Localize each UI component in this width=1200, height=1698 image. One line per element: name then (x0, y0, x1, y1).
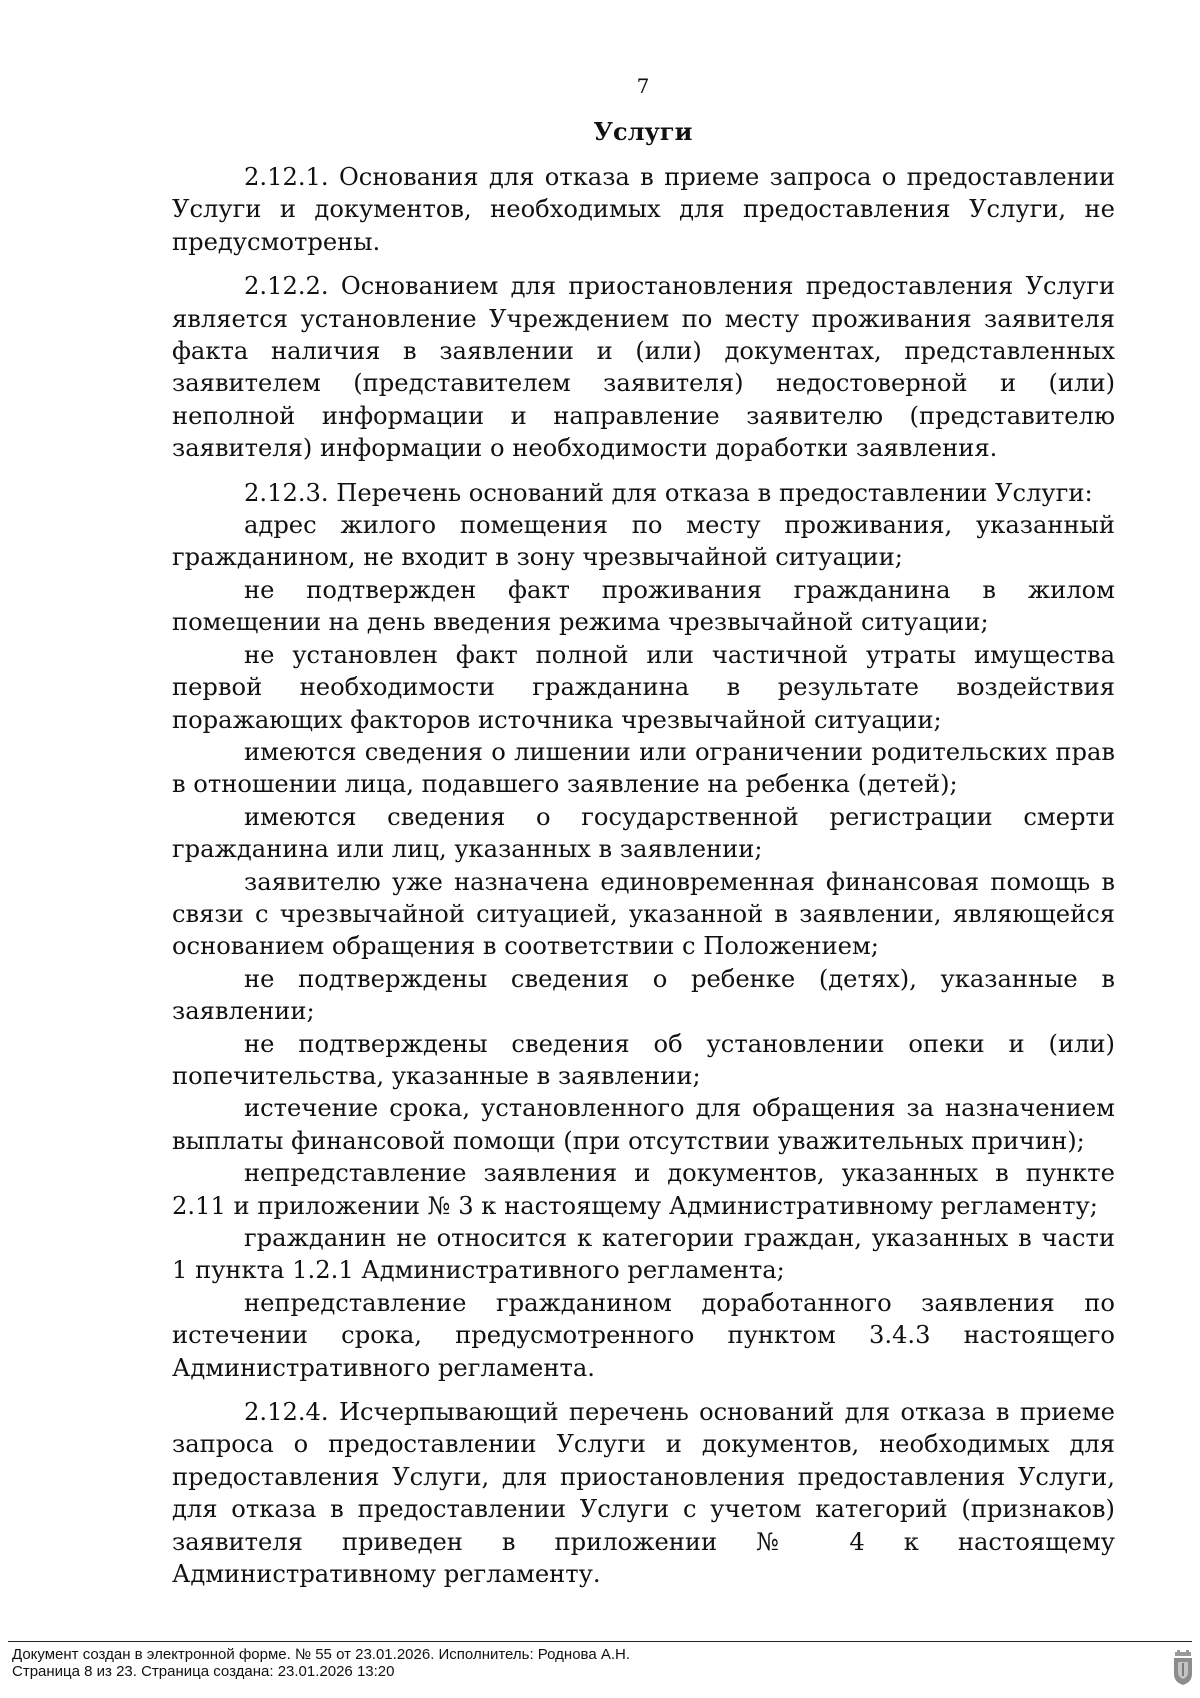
refusal-reason-item: не установлен факт полной или частичной утраты имущества первой необходимости гражданина в результате воздействия поражающих факторов источника чрезвычайной ситуации; (172, 640, 1115, 734)
document-body (172, 161, 1115, 1590)
coat-of-arms-icon (1172, 1650, 1194, 1686)
refusal-reason-item: не подтверждены сведения об установлении опеки и (или) попечительства, указанные в заявлении; (172, 1029, 1115, 1090)
paragraph-2-12-3: 2.12.3. Перечень оснований для отказа в предоставлении Услуги: (244, 478, 1093, 507)
refusal-reason-item: гражданин не относится к категории граждан, указанных в части 1 пункта 1.2.1 Административного регламента; (172, 1224, 1115, 1285)
refusal-reason-item: не подтвержден факт проживания гражданина в жилом помещении на день введения режима чрезвычайной ситуации; (172, 575, 1115, 637)
refusal-reason-item: истечение срока, установленного для обращения за назначением выплаты финансовой помощи (при отсутствии уважительных причин); (172, 1094, 1115, 1155)
refusal-reason-item: непредставление гражданином доработанного заявления по истечении срока, предусмотренного пунктом 3.4.3 настоящего Административного регламента. (172, 1288, 1115, 1382)
footer-page-info: Страница 8 из 23. Страница создана: 23.01.2026 13:20 (12, 1663, 395, 1680)
refusal-reason-item: заявителю уже назначена единовременная финансовая помощь в связи с чрезвычайной ситуацией, указанной в заявлении, являющейся основанием обращения в соответствии с Положением; (172, 867, 1115, 961)
paragraph-2-12-4: 2.12.4. Исчерпывающий перечень оснований для отказа в приеме запроса о предоставлении Услуги и документов, необходимых для предоставления Услуги, для приостановления предоставления Услуги, для отказа в предоставлении Услуги с учетом категорий (признаков) заявителя приведен в приложении № 4 к настоящему Административному регламенту. (172, 1398, 1115, 1589)
section-heading: Услуги (593, 117, 693, 146)
footer-document-info: Документ создан в электронной форме. № 55 от 23.01.2026. Исполнитель: Роднова А.Н. (12, 1646, 631, 1663)
footer-divider (8, 1641, 1192, 1642)
refusal-reason-item: непредставление заявления и документов, указанных в пункте 2.11 и приложении № 3 к настоящему Административному регламенту; (172, 1159, 1115, 1220)
refusal-reason-item: не подтверждены сведения о ребенке (детях), указанные в заявлении; (172, 964, 1115, 1026)
paragraph-2-12-2: 2.12.2. Основанием для приостановления предоставления Услуги является установление Учреждением по месту проживания заявителя факта наличия в заявлении и (или) документах, представленных заявителем (представителем заявителя) недостоверной и (или) неполной информации и направление заявителю (представителю заявителя) информации о необходимости доработки заявления. (172, 272, 1115, 463)
refusal-reason-item: имеются сведения о государственной регистрации смерти гражданина или лиц, указанных в заявлении; (172, 802, 1115, 864)
paragraph-2-12-1: 2.12.1. Основания для отказа в приеме запроса о предоставлении Услуги и документов, необходимых для предоставления Услуги, не предусмотрены. (172, 163, 1115, 256)
refusal-reason-item: имеются сведения о лишении или ограничении родительских прав в отношении лица, подавшего заявление на ребенка (детей); (172, 737, 1115, 799)
document-footer (12, 1646, 630, 1680)
refusal-reason-item: адрес жилого помещения по месту проживания, указанный гражданином, не входит в зону чрезвычайной ситуации; (172, 511, 1115, 572)
page-number: 7 (636, 74, 650, 98)
